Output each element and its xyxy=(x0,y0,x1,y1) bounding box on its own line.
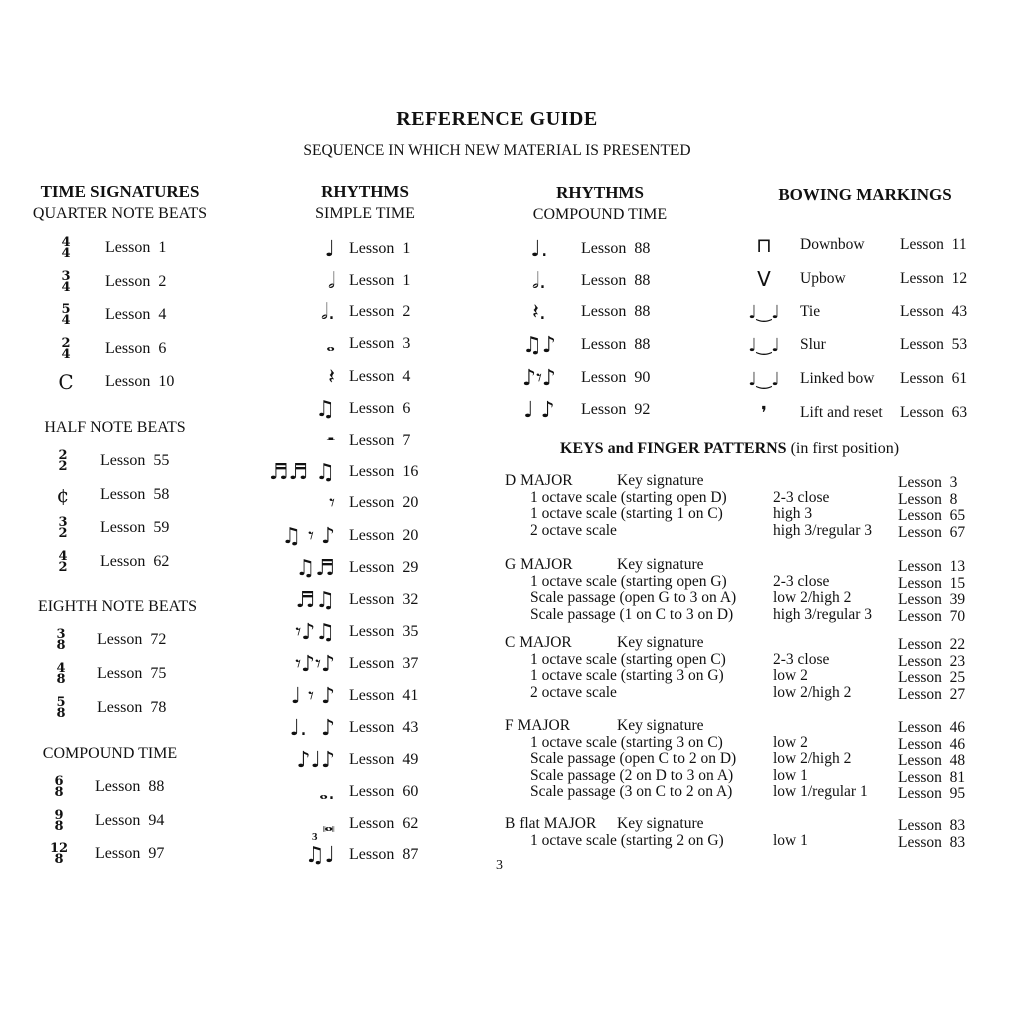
lesson-label: Lesson 70 xyxy=(898,607,966,625)
key-group xyxy=(505,557,985,623)
half-rest-icon: 𝄼 xyxy=(326,428,335,454)
lesson-label: Lesson 88 xyxy=(581,336,651,353)
rhythm-row xyxy=(240,458,418,486)
lesson-label: Lesson 1 xyxy=(105,239,167,256)
time-signature-icon: ¢ xyxy=(56,482,70,507)
tie-icon: ♩‿♩ xyxy=(748,301,780,323)
lesson-label: Lesson 81 xyxy=(898,768,966,786)
time-signature-top: 2 xyxy=(61,335,71,351)
time-signature-top: 5 xyxy=(56,695,66,710)
dotted-half-note-icon: 𝅗𝅥. xyxy=(321,299,335,325)
lesson-label: Lesson 67 xyxy=(898,523,966,541)
key-signature-label: Key signature xyxy=(617,472,704,489)
lesson-label: Lesson 27 xyxy=(898,685,966,703)
scale-description: Scale passage (1 on C to 3 on D) xyxy=(530,605,734,623)
lesson-label: Lesson 43 xyxy=(900,303,968,320)
scale-row xyxy=(505,607,985,624)
lesson-label: Lesson 63 xyxy=(900,404,968,421)
bowing-row xyxy=(738,331,967,359)
simple-time-subheader: SIMPLE TIME xyxy=(315,205,415,222)
lesson-label: Lesson 10 xyxy=(105,373,175,390)
lesson-label: Lesson 15 xyxy=(898,574,966,592)
quarter-note-icon: ♩ xyxy=(324,236,335,262)
lesson-label: Lesson 55 xyxy=(100,452,170,469)
lesson-label: Lesson 46 xyxy=(898,735,966,753)
time-signature-bottom: 4 xyxy=(61,279,71,295)
lesson-label: Lesson 59 xyxy=(100,519,170,536)
time-signature-row xyxy=(55,268,166,296)
lesson-label: Lesson 65 xyxy=(898,507,966,524)
lesson-label: Lesson 95 xyxy=(898,785,966,802)
rhythm-row xyxy=(505,235,650,263)
scale-row xyxy=(505,506,985,523)
lesson-label: Lesson 43 xyxy=(349,719,419,736)
time-signature-top: 5 xyxy=(61,302,71,317)
keys-header-note: (in first position) xyxy=(790,440,900,457)
two-sixteenths-eighth-icon: ♬♫ xyxy=(295,587,335,613)
time-signature-bottom: 2 xyxy=(58,459,68,474)
scale-row xyxy=(505,490,985,507)
lesson-label: Lesson 88 xyxy=(581,303,651,320)
lesson-label: Lesson 23 xyxy=(898,652,966,670)
key-name: D MAJOR xyxy=(505,472,573,489)
tuplet-number: 3 xyxy=(312,831,318,843)
beamed-sixteenths-eighths-icon: ♬♬ ♫ xyxy=(268,459,335,485)
lesson-label: Lesson 97 xyxy=(95,845,165,862)
bowing-label: Slur xyxy=(800,336,826,353)
compound-time-subheader: COMPOUND TIME xyxy=(532,206,668,223)
finger-pattern: low 2/high 2 xyxy=(773,750,852,767)
finger-pattern: low 1/regular 1 xyxy=(773,783,868,800)
rhythm-row xyxy=(505,298,650,326)
lesson-label: Lesson 12 xyxy=(900,270,968,287)
key-signature-row xyxy=(505,718,985,735)
rhythm-row xyxy=(505,396,650,424)
bowing-row xyxy=(738,231,967,259)
time-signature-top: 6 xyxy=(54,774,64,789)
time-signature-bottom: 8 xyxy=(56,706,66,721)
time-signature-bottom: 2 xyxy=(58,526,68,541)
time-signature-top: 3 xyxy=(61,268,71,284)
lesson-label: Lesson 90 xyxy=(581,369,651,386)
bowing-row xyxy=(738,365,967,393)
time-signature-row xyxy=(55,301,166,329)
lesson-label: Lesson 87 xyxy=(349,846,419,863)
rhythm-row xyxy=(240,714,418,742)
rhythm-row xyxy=(240,489,418,517)
bowing-row xyxy=(738,298,967,326)
eighth-beats-header: EIGHTH NOTE BEATS xyxy=(37,598,198,615)
lift-and-reset-icon: ❜ xyxy=(761,402,767,424)
lesson-label: Lesson 41 xyxy=(349,687,419,704)
rhythm-row xyxy=(505,267,650,295)
lesson-label: Lesson 20 xyxy=(349,527,419,544)
rhythm-row xyxy=(240,618,418,646)
half-beats-header: HALF NOTE BEATS xyxy=(44,419,186,436)
rhythm-row xyxy=(240,235,410,263)
eighth-rest-eighth-icon: ♪𝄾♪ xyxy=(522,365,556,391)
time-signature-icon xyxy=(50,697,72,719)
time-signature-icon xyxy=(48,807,70,834)
three-beamed-eighths-icon: ♫♪ xyxy=(522,332,556,358)
scale-row xyxy=(505,652,985,669)
lesson-label: Lesson 20 xyxy=(349,494,419,511)
lesson-label: Lesson 49 xyxy=(349,751,419,768)
eighth-rest-icon: 𝄾 xyxy=(329,490,335,516)
scale-row xyxy=(505,751,985,768)
bowing-label: Lift and reset xyxy=(800,404,883,421)
key-name: B flat MAJOR xyxy=(505,815,597,832)
eighths-rest-eighth-icon: ♫ 𝄾 ♪ xyxy=(281,523,335,549)
rhythm-row xyxy=(240,650,418,678)
rhythm-row xyxy=(240,267,410,295)
finger-pattern: low 2 xyxy=(773,667,808,684)
finger-pattern: low 2 xyxy=(773,733,808,751)
time-signature-bottom: 8 xyxy=(54,852,64,867)
scale-description: 1 octave scale (starting 3 on C) xyxy=(530,733,723,751)
rest-eighth-quarter-icon: 𝄾♪♫ xyxy=(295,619,335,645)
bowing-row xyxy=(738,265,967,293)
rhythm-row xyxy=(240,831,419,869)
time-signature-top: 2 xyxy=(58,448,68,463)
dotted-half-note-icon: 𝅗𝅥. xyxy=(532,268,546,294)
rhythm-row xyxy=(240,427,410,455)
time-signature-row xyxy=(48,773,164,801)
scale-description: 1 octave scale (starting 3 on G) xyxy=(530,667,724,684)
bowing-label: Linked bow xyxy=(800,370,875,387)
lesson-label: Lesson 35 xyxy=(349,623,419,640)
rhythm-row xyxy=(240,778,418,806)
key-signature-label: Key signature xyxy=(617,634,704,651)
rhythm-row xyxy=(240,395,410,423)
scale-description: 1 octave scale (starting open G) xyxy=(530,572,727,590)
quarter-rest-icon: 𝄽 xyxy=(328,364,335,390)
rhythm-row xyxy=(240,522,418,550)
lesson-label: Lesson 53 xyxy=(900,336,968,353)
eighth-quarter-eighth-icon: ♪♩♪ xyxy=(296,747,335,773)
lesson-label: Lesson 46 xyxy=(898,719,966,736)
page-subtitle: SEQUENCE IN WHICH NEW MATERIAL IS PRESENTED xyxy=(303,142,691,159)
time-signature-top: 12 xyxy=(49,841,69,856)
lesson-label: Lesson 83 xyxy=(898,833,966,851)
scale-row xyxy=(505,668,985,685)
lesson-label: Lesson 58 xyxy=(100,485,170,503)
time-signature-top: 3 xyxy=(58,515,68,530)
time-signature-icon xyxy=(48,843,70,865)
dotted-quarter-note-icon: ♩. xyxy=(530,236,548,262)
keys-header-title: KEYS and FINGER PATTERNS xyxy=(560,440,787,457)
half-note-icon: 𝅗𝅥 xyxy=(328,268,335,294)
lesson-label: Lesson 2 xyxy=(105,272,167,290)
time-signature-top: 3 xyxy=(56,627,66,642)
scale-description: 1 octave scale (starting open D) xyxy=(530,488,727,506)
time-signature-row xyxy=(55,368,174,396)
lesson-label: Lesson 16 xyxy=(349,463,419,480)
time-signature-bottom: 8 xyxy=(56,638,66,653)
key-group xyxy=(505,816,985,849)
time-signature-row xyxy=(52,481,169,509)
lesson-label: Lesson 61 xyxy=(900,370,968,387)
time-signature-top: 4 xyxy=(61,235,71,250)
time-signature-icon xyxy=(48,776,70,798)
lesson-label: Lesson 3 xyxy=(349,335,411,352)
scale-row xyxy=(505,784,985,801)
finger-pattern: high 3/regular 3 xyxy=(773,521,873,539)
finger-pattern: low 2/high 2 xyxy=(773,589,852,606)
finger-pattern: 2-3 close xyxy=(773,572,830,590)
bowing-row xyxy=(738,399,967,427)
lesson-label: Lesson 3 xyxy=(898,474,958,491)
bowing-label: Downbow xyxy=(800,236,865,253)
compound-time-header: COMPOUND TIME xyxy=(42,745,178,762)
lesson-label: Lesson 37 xyxy=(349,655,419,672)
time-signature-icon xyxy=(55,304,77,326)
lesson-label: Lesson 39 xyxy=(898,591,966,608)
scale-description: Scale passage (open C to 2 on D) xyxy=(530,750,737,767)
time-signature-bottom: 4 xyxy=(61,313,71,328)
lesson-label: Lesson 4 xyxy=(105,306,167,323)
scale-description: 1 octave scale (starting open C) xyxy=(530,650,726,668)
lesson-label: Lesson 11 xyxy=(900,236,967,253)
time-signature-icon: C xyxy=(58,370,74,394)
lesson-label: Lesson 22 xyxy=(898,636,966,653)
key-group xyxy=(505,473,985,539)
keys-header xyxy=(560,440,899,458)
whole-note-icon: 𝅝 xyxy=(326,331,335,357)
time-signature-top: 9 xyxy=(54,807,64,823)
dotted-whole-note-icon: 𝅝. xyxy=(319,779,335,805)
time-signatures-header: TIME SIGNATURES xyxy=(40,182,200,201)
scale-description: Scale passage (3 on C to 2 on A) xyxy=(530,783,733,800)
bowing-label: Tie xyxy=(800,303,821,320)
page-title: REFERENCE GUIDE xyxy=(396,108,598,130)
lesson-label: Lesson 4 xyxy=(349,368,411,385)
lesson-label: Lesson 6 xyxy=(105,339,167,357)
time-signature-icon xyxy=(50,663,72,685)
key-signature-row xyxy=(505,557,985,574)
lesson-label: Lesson 62 xyxy=(100,552,170,570)
slur-icon: ♩‿♩ xyxy=(748,334,780,356)
scale-row xyxy=(505,523,985,540)
lesson-label: Lesson 92 xyxy=(581,401,651,418)
rhythm-row xyxy=(240,586,418,614)
scale-description: 2 octave scale xyxy=(530,683,617,701)
time-signature-row xyxy=(52,514,169,542)
lesson-label: Lesson 6 xyxy=(349,400,411,417)
time-signature-row xyxy=(50,660,166,688)
rhythm-row xyxy=(505,364,650,392)
scale-description: 1 octave scale (starting 2 on G) xyxy=(530,831,724,849)
time-signature-bottom: 4 xyxy=(61,346,71,362)
upbow-icon: V xyxy=(757,267,771,291)
lesson-label: Lesson 75 xyxy=(97,665,167,682)
lesson-label: Lesson 78 xyxy=(97,699,167,716)
bowing-label: Upbow xyxy=(800,270,846,287)
scale-row xyxy=(505,590,985,607)
lesson-label: Lesson 48 xyxy=(898,752,966,769)
rhythms-simple-header: RHYTHMS xyxy=(321,182,409,201)
time-signature-icon xyxy=(55,268,77,295)
rest-eighth-rest-eighth-icon: 𝄾♪𝄾♪ xyxy=(295,651,335,677)
time-signature-row xyxy=(48,840,164,868)
lesson-label: Lesson 1 xyxy=(349,240,411,257)
scale-row xyxy=(505,685,985,702)
scale-description: 2 octave scale xyxy=(530,521,617,539)
key-name: G MAJOR xyxy=(505,556,573,573)
finger-pattern: 2-3 close xyxy=(773,650,830,668)
page-number: 3 xyxy=(496,858,503,873)
key-name: C MAJOR xyxy=(505,634,572,651)
dotted-quarter-rest-icon: 𝄽. xyxy=(532,299,546,325)
beamed-eighths-icon: ♫ xyxy=(315,396,335,422)
lesson-label: Lesson 25 xyxy=(898,669,966,686)
finger-pattern: high 3/regular 3 xyxy=(773,605,873,623)
lesson-label: Lesson 2 xyxy=(349,303,411,320)
time-signature-icon xyxy=(55,335,77,362)
dotted-quarter-eighth-icon: ♩. ♪ xyxy=(289,715,335,741)
lesson-label: Lesson 32 xyxy=(349,591,419,608)
key-signature-row xyxy=(505,473,985,490)
time-signature-bottom: 8 xyxy=(54,785,64,800)
scale-description: Scale passage (open G to 3 on A) xyxy=(530,589,737,606)
finger-pattern: low 1 xyxy=(773,831,808,849)
key-signature-row xyxy=(505,816,985,833)
time-signature-icon xyxy=(52,517,74,539)
lesson-label: Lesson 1 xyxy=(349,272,411,289)
rhythm-row xyxy=(240,810,418,838)
lesson-label: Lesson 7 xyxy=(349,432,411,449)
finger-pattern: 2-3 close xyxy=(773,488,830,506)
rhythm-row xyxy=(240,554,418,582)
time-signature-icon xyxy=(50,629,72,651)
key-group xyxy=(505,718,985,801)
rhythms-compound-header: RHYTHMS xyxy=(556,183,644,202)
quarter-eighth-icon: ♩ ♪ xyxy=(523,397,555,423)
finger-pattern: low 1 xyxy=(773,766,808,784)
key-group xyxy=(505,635,985,701)
lesson-label: Lesson 88 xyxy=(581,272,651,289)
scale-row xyxy=(505,833,985,850)
time-signature-top: 4 xyxy=(58,548,68,564)
key-signature-label: Key signature xyxy=(617,815,704,832)
lesson-label: Lesson 13 xyxy=(898,558,966,575)
time-signature-row xyxy=(55,234,166,262)
finger-pattern: low 2/high 2 xyxy=(773,683,852,701)
time-signature-icon xyxy=(55,237,77,259)
key-name: F MAJOR xyxy=(505,717,571,734)
downbow-icon: ⊓ xyxy=(756,233,772,257)
rhythm-row xyxy=(240,298,410,326)
rhythm-row xyxy=(505,331,650,359)
eighth-two-sixteenths-icon: ♫♬ xyxy=(295,555,335,581)
time-signature-icon xyxy=(52,548,74,575)
time-signature-icon xyxy=(52,450,74,472)
time-signature-row xyxy=(55,335,166,363)
breve-icon: 𝅜 xyxy=(322,811,335,837)
scale-description: Scale passage (2 on D to 3 on A) xyxy=(530,766,734,784)
quarter-rest-eighth-icon: ♩ 𝄾 ♪ xyxy=(290,683,335,709)
lesson-label: Lesson 88 xyxy=(581,240,651,257)
rhythm-row xyxy=(240,363,410,391)
triplet-icon: ♫♩ xyxy=(304,842,335,868)
rhythm-row xyxy=(240,746,418,774)
time-signature-row xyxy=(52,548,169,576)
lesson-label: Lesson 62 xyxy=(349,815,419,832)
scale-description: 1 octave scale (starting 1 on C) xyxy=(530,505,723,522)
bowing-header: BOWING MARKINGS xyxy=(778,185,952,204)
time-signature-bottom: 8 xyxy=(54,818,64,834)
scale-row xyxy=(505,735,985,752)
lesson-label: Lesson 83 xyxy=(898,817,966,834)
time-signature-row xyxy=(48,807,164,835)
lesson-label: Lesson 29 xyxy=(349,559,419,576)
lesson-label: Lesson 72 xyxy=(97,631,167,648)
time-signature-bottom: 4 xyxy=(61,246,71,261)
lesson-label: Lesson 60 xyxy=(349,783,419,800)
time-signature-top: 4 xyxy=(56,661,66,676)
rhythm-row xyxy=(240,330,410,358)
finger-pattern: high 3 xyxy=(773,505,813,522)
scale-row xyxy=(505,768,985,785)
time-signature-row xyxy=(50,626,166,654)
key-signature-label: Key signature xyxy=(617,556,704,573)
time-signature-row xyxy=(52,447,169,475)
lesson-label: Lesson 8 xyxy=(898,490,958,508)
quarter-beats-header: QUARTER NOTE BEATS xyxy=(32,205,208,222)
key-signature-row xyxy=(505,635,985,652)
time-signature-row xyxy=(50,694,166,722)
lesson-label: Lesson 94 xyxy=(95,811,165,829)
time-signature-bottom: 8 xyxy=(56,672,66,687)
rhythm-row xyxy=(240,682,418,710)
linked-bow-icon: ♩‿♩ xyxy=(748,368,780,390)
key-signature-label: Key signature xyxy=(617,717,704,734)
lesson-label: Lesson 88 xyxy=(95,778,165,795)
time-signature-bottom: 2 xyxy=(58,559,68,575)
scale-row xyxy=(505,574,985,591)
